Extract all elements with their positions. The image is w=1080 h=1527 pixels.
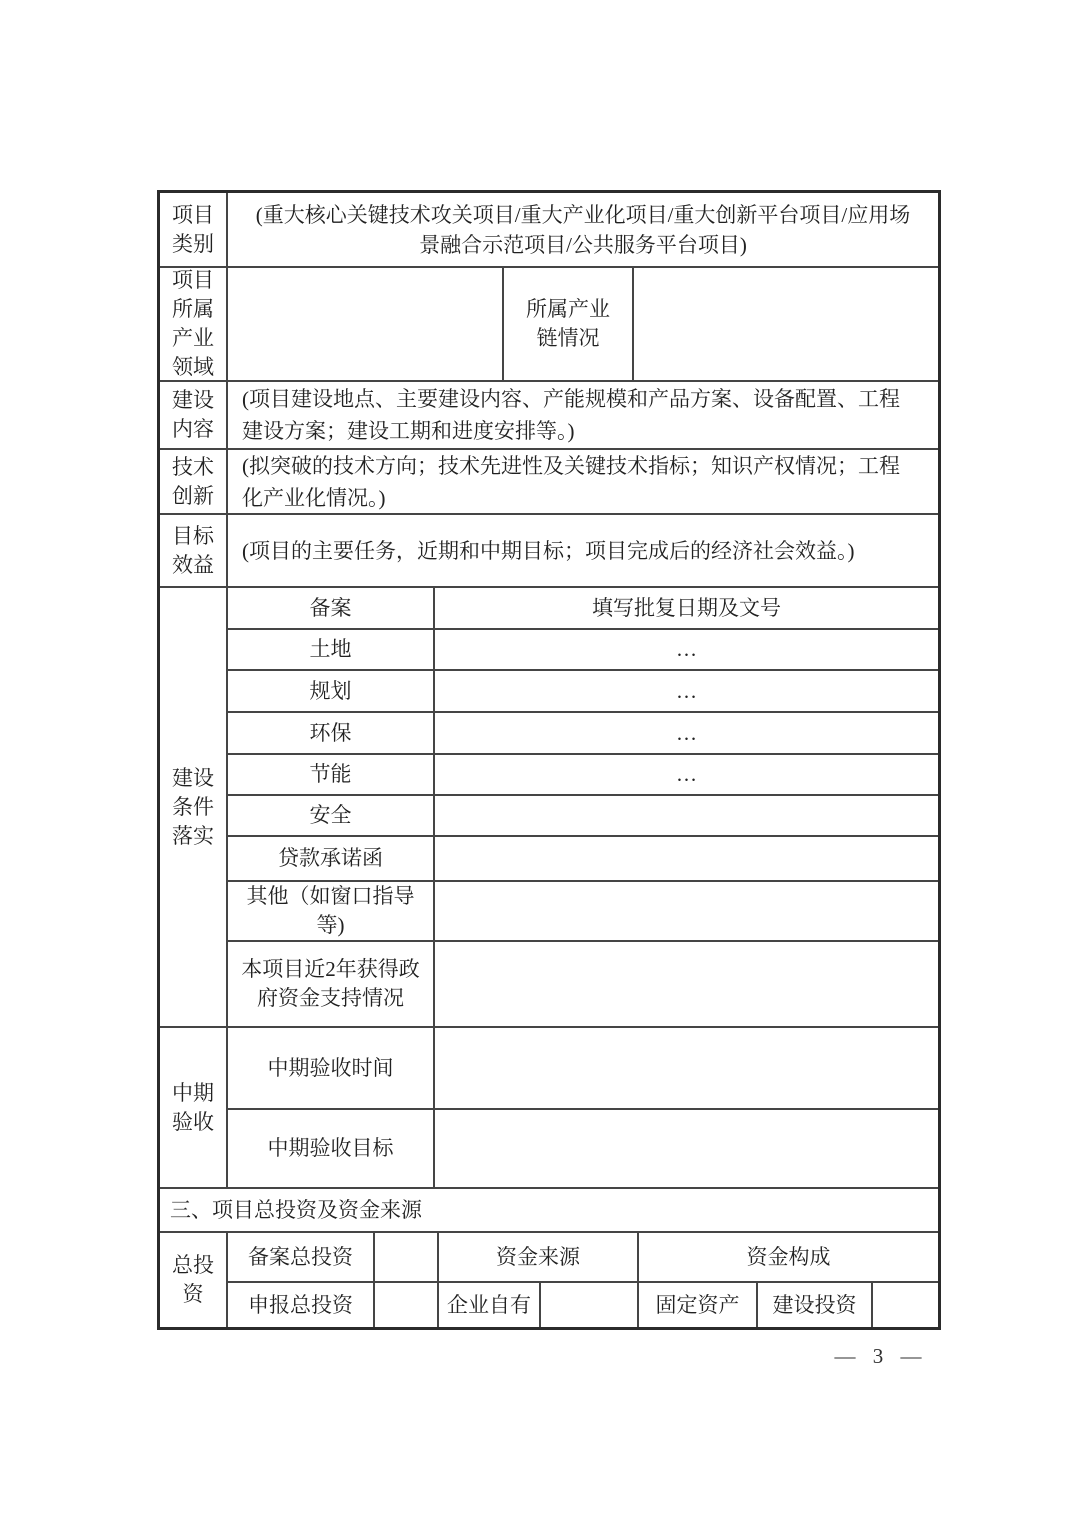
- row-section3-header: [160, 1187, 938, 1231]
- enterprise-own-label: 企业自有: [437, 1283, 539, 1327]
- midterm-time-value: [433, 1028, 938, 1108]
- funding-source-label: 资金来源: [437, 1233, 637, 1281]
- condition-loan-letter-value: [433, 837, 938, 880]
- midterm-row-goal: [228, 1108, 938, 1187]
- project-category-value: (重大核心关键技术攻关项目/重大产业化项目/重大创新平台项目/应用场景融合示范项目/公共服务平台项目): [226, 193, 938, 266]
- tech-innovation-value: (拟突破的技术方向；技术先进性及关键技术指标；知识产权情况；工程化产业化情况。): [226, 450, 938, 513]
- declared-total-label: 申报总投资: [248, 1292, 353, 1317]
- condition-row-filing: [228, 588, 938, 628]
- industry-field-label: 项目所属产业领域: [172, 268, 214, 379]
- funding-composition-label: 资金构成: [637, 1233, 938, 1281]
- construction-content-value: (项目建设地点、主要建设内容、产能规模和产品方案、设备配置、工程建设方案；建设工期和进度安排等。): [226, 382, 938, 448]
- project-category-label: 项目类别: [172, 202, 214, 256]
- investment-row-1: [228, 1233, 938, 1281]
- enterprise-own-value: [539, 1283, 637, 1327]
- row-tech-innovation: [160, 448, 938, 513]
- row-construction-content: [160, 380, 938, 448]
- midterm-time-name: 中期验收时间: [267, 1055, 394, 1080]
- industry-chain-label: 所属产业链情况: [502, 268, 632, 380]
- investment-row-2: [228, 1281, 938, 1327]
- condition-filing-name: 备案: [309, 595, 352, 620]
- row-industry-field: [160, 266, 938, 380]
- condition-other-name: 其他（如窗口指导等): [246, 884, 415, 937]
- filed-total-value: [373, 1233, 437, 1281]
- condition-gov-funding-value: [433, 942, 938, 1026]
- condition-row-planning: [228, 669, 938, 711]
- condition-land-value: …: [433, 630, 938, 669]
- condition-safety-value: [433, 796, 938, 835]
- row-project-category: [160, 193, 938, 266]
- goal-benefit-value: (项目的主要任务，近期和中期目标；项目完成后的经济社会效益。): [226, 515, 938, 586]
- filed-total-label: 备案总投资: [248, 1244, 353, 1269]
- page-number: — 3 —: [834, 1344, 922, 1368]
- construction-content-label: 建设内容: [172, 388, 214, 441]
- condition-environment-name: 环保: [309, 720, 352, 745]
- construction-invest-value: [871, 1283, 938, 1327]
- condition-row-loan-letter: [228, 835, 938, 880]
- condition-loan-letter-name: 贷款承诺函: [278, 846, 383, 870]
- condition-energy-name: 节能: [309, 762, 352, 786]
- condition-row-other: [228, 880, 938, 940]
- construction-conditions-label: 建设条件落实: [172, 765, 214, 848]
- condition-row-gov-funding: [228, 940, 938, 1026]
- condition-row-environment: [228, 711, 938, 753]
- construction-invest-label: 建设投资: [756, 1283, 871, 1327]
- condition-other-value: [433, 882, 938, 940]
- section3-title: 三、项目总投资及资金来源: [170, 1197, 422, 1222]
- declared-total-value: [373, 1283, 437, 1327]
- condition-energy-value: …: [433, 755, 938, 794]
- condition-gov-funding-name: 本项目近2年获得政府资金支持情况: [241, 957, 420, 1010]
- industry-field-value: [226, 268, 502, 380]
- section-total-investment: [160, 1231, 938, 1327]
- row-goal-benefit: [160, 513, 938, 586]
- fixed-assets-label: 固定资产: [637, 1283, 756, 1327]
- midterm-goal-value: [433, 1110, 938, 1187]
- condition-land-name: 土地: [309, 637, 352, 661]
- midterm-goal-name: 中期验收目标: [267, 1136, 394, 1160]
- condition-row-energy: [228, 753, 938, 794]
- project-form-table: [157, 190, 941, 1330]
- condition-planning-value: …: [433, 671, 938, 711]
- industry-chain-value: [632, 268, 938, 380]
- condition-row-safety: [228, 794, 938, 835]
- midterm-acceptance-label: 中期验收: [172, 1080, 214, 1134]
- total-investment-label: 总投资: [172, 1253, 214, 1306]
- condition-safety-name: 安全: [309, 803, 352, 827]
- condition-environment-value: …: [433, 713, 938, 753]
- condition-row-land: [228, 628, 938, 669]
- section-midterm-acceptance: [160, 1026, 938, 1187]
- goal-benefit-label: 目标效益: [172, 523, 214, 577]
- tech-innovation-label: 技术创新: [172, 454, 214, 508]
- condition-filing-value: 填写批复日期及文号: [433, 588, 938, 628]
- section-construction-conditions: [160, 586, 938, 1026]
- midterm-row-time: [228, 1028, 938, 1108]
- condition-planning-name: 规划: [309, 678, 352, 703]
